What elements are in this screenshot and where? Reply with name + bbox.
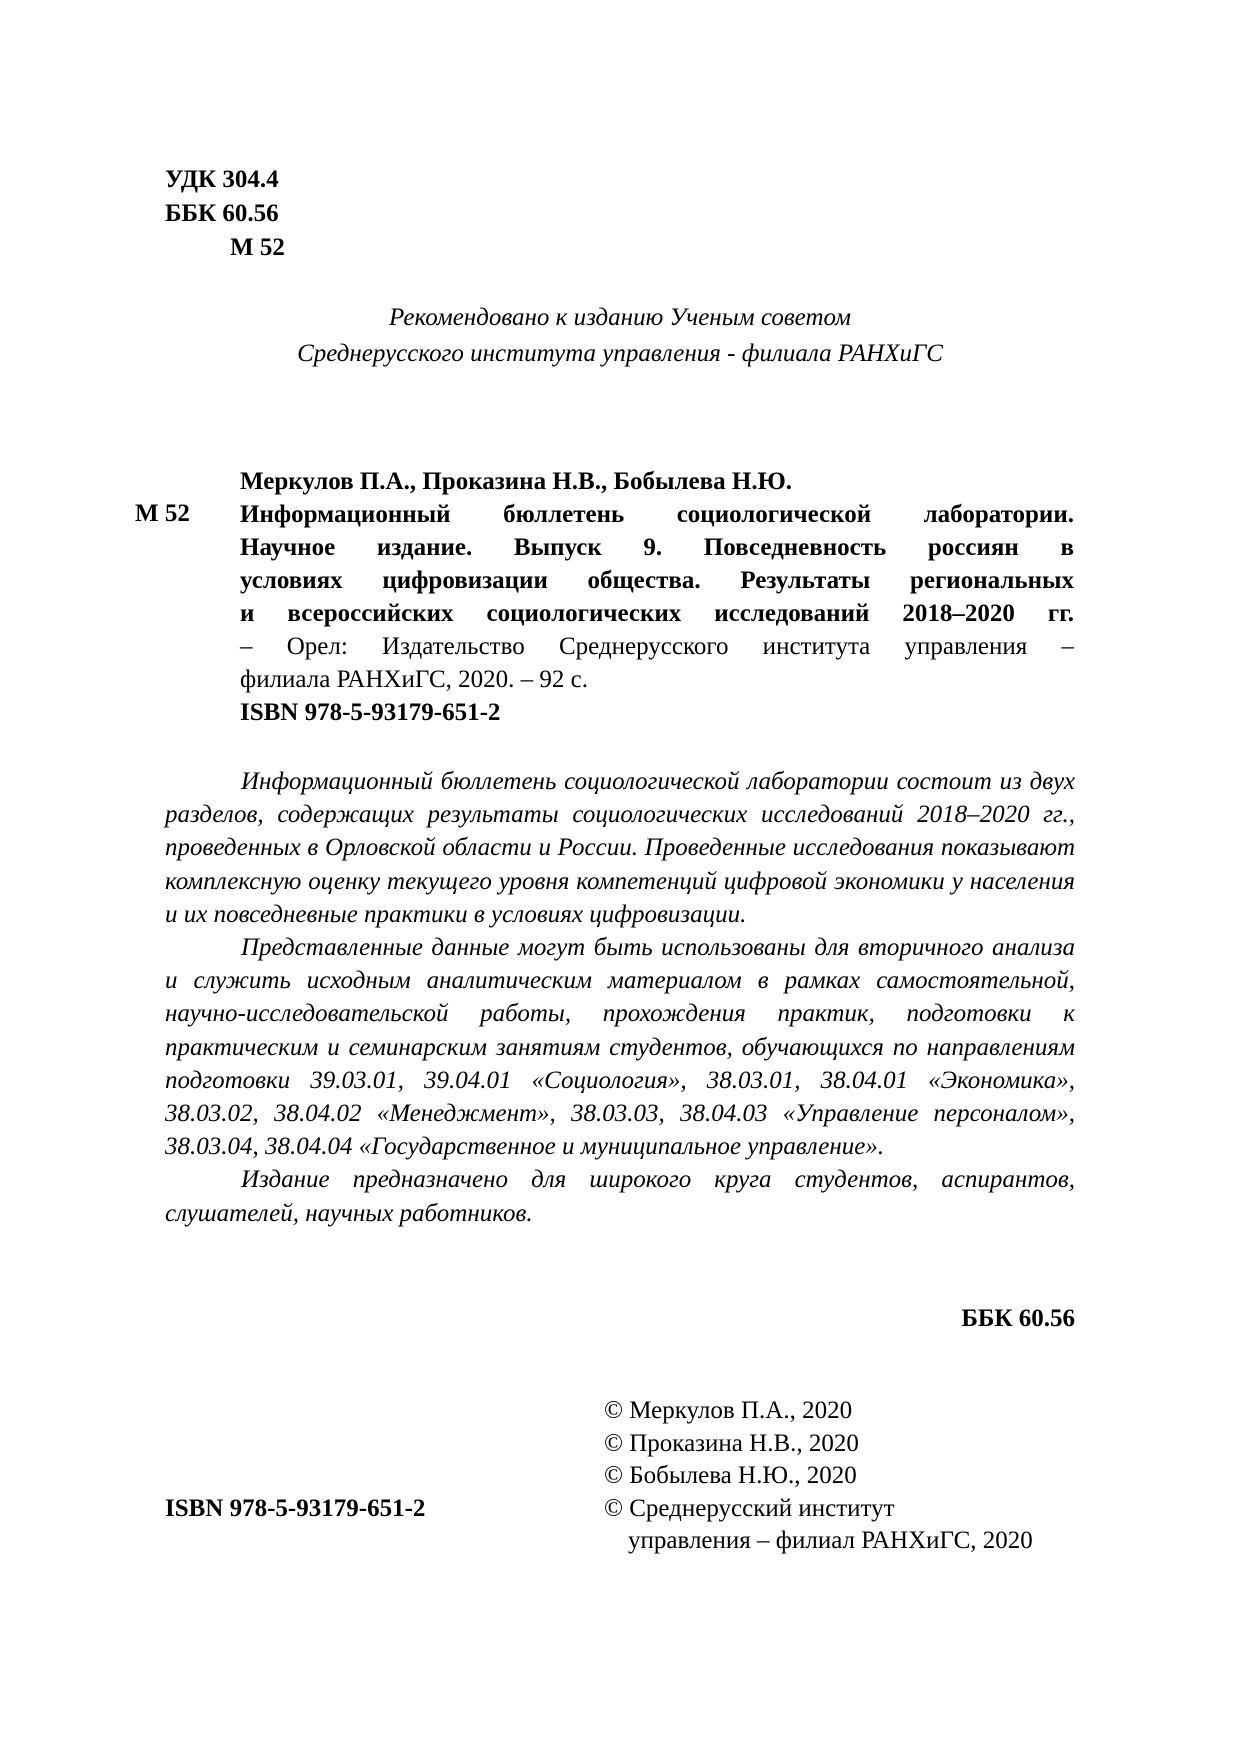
recommendation-note xyxy=(165,300,1075,372)
copyright-line: © Бобылева Н.Ю., 2020 xyxy=(604,1462,857,1489)
copyright-block xyxy=(604,1395,1033,1558)
side-author-code: М 52 xyxy=(135,500,190,527)
abstract-paragraph: Представленные данные могут быть использованы для вторичного анализа и служить исходным аналитическим материалом в рамках самостоятельной, научно-исследовательской работы, прохождения практик, подготовки к практическим и семинарским занятиям студентов, обучающихся по направлениям подготовки 39.03.01, 39.04.01 «Социология», 38.03.01, 38.04.01 «Экономика», 38.03.02, 38.04.02 «Менеджмент», 38.03.03, 38.04.03 «Управление персоналом», 38.03.04, 38.04.04 «Государственное и муниципальное управление». xyxy=(165,934,1075,1161)
abstract xyxy=(165,765,1075,1230)
copyright-line: © Среднерусский институт xyxy=(604,1494,895,1522)
authors: Меркулов П.А., Проказина Н.В., Бобылева Н.Ю. xyxy=(240,468,792,495)
isbn-footer: ISBN 978-5-93179-651-2 xyxy=(165,1495,426,1522)
title-line-4: и всероссийских социологических исследований 2018–2020 гг. xyxy=(240,600,1074,627)
recommendation-line-1: Рекомендовано к изданию Ученым советом xyxy=(388,304,851,331)
copyright-line: © Проказина Н.В., 2020 xyxy=(604,1429,859,1457)
bbk-code: ББК 60.56 xyxy=(165,200,279,227)
copyright-continuation: управления – филиал РАНХиГС, 2020 xyxy=(628,1527,1033,1554)
udk-code: УДК 304.4 xyxy=(165,166,279,193)
isbn: ISBN 978-5-93179-651-2 xyxy=(240,699,501,726)
publisher-line-1: – Орел: Издательство Среднерусского института управления – xyxy=(240,633,1074,660)
publisher-line-2: филиала РАНХиГС, 2020. – 92 с. xyxy=(240,666,588,693)
author-code: М 52 xyxy=(230,234,285,261)
title-line-2: Научное издание. Выпуск 9. Повседневность россиян в xyxy=(240,534,1074,561)
classification-block xyxy=(165,163,285,265)
title-line-3: условиях цифровизации общества. Результаты региональных xyxy=(240,567,1074,594)
abstract-paragraph: Издание предназначено для широкого круга студентов, аспирантов, слушателей, научных работников. xyxy=(165,1166,1075,1227)
bbk-index: ББК 60.56 xyxy=(961,1305,1075,1332)
recommendation-line-2: Среднерусского института управления - филиала РАНХиГС xyxy=(297,340,943,367)
title-line-1: Информационный бюллетень социологической лаборатории. xyxy=(240,501,1074,528)
abstract-paragraph: Информационный бюллетень социологической лаборатории состоит из двух разделов, содержащих результаты социологических исследований 2018–2020 гг., проведенных в Орловской области и России. Проведенные исследования показывают комплексную оценку текущего уровня компетенций цифровой экономики у населения и их повседневные практики в условиях цифровизации. xyxy=(165,768,1075,928)
copyright-line: © Меркулов П.А., 2020 xyxy=(604,1397,853,1424)
bibliographic-record xyxy=(240,465,1074,729)
